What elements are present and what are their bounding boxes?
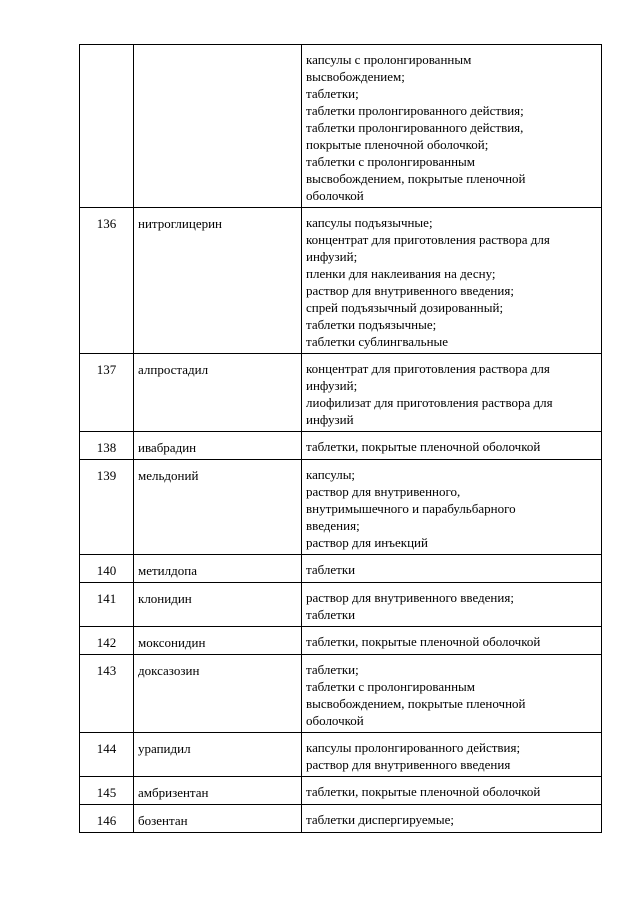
row-number-cell: 138: [80, 432, 134, 460]
dosage-forms-cell: капсулы пролонгированного действия; раствор для внутривенного введения: [302, 733, 602, 777]
dosage-forms-cell: таблетки, покрытые пленочной оболочкой: [302, 627, 602, 655]
row-number-cell: 141: [80, 583, 134, 627]
row-number-cell: 136: [80, 208, 134, 354]
drug-name-cell: амбризентан: [134, 777, 302, 805]
table-row: [80, 208, 602, 354]
row-number-cell: 139: [80, 460, 134, 555]
drug-name-cell: урапидил: [134, 733, 302, 777]
dosage-forms-cell: капсулы; раствор для внутривенного, внутримышечного и парабульбарного введения; раствор для инъекций: [302, 460, 602, 555]
table-row: [80, 354, 602, 432]
dosage-forms-cell: таблетки, покрытые пленочной оболочкой: [302, 777, 602, 805]
row-number-cell: 146: [80, 805, 134, 833]
drug-name-cell: [134, 45, 302, 208]
table-row: [80, 733, 602, 777]
drug-name-cell: метилдопа: [134, 555, 302, 583]
dosage-forms-cell: концентрат для приготовления раствора для инфузий; лиофилизат для приготовления раствора для инфузий: [302, 354, 602, 432]
table-row: [80, 432, 602, 460]
dosage-forms-cell: капсулы подъязычные; концентрат для приготовления раствора для инфузий; пленки для наклеивания на десну; раствор для внутривенного введения; спрей подъязычный дозированный; таблетки подъязычные; таблетки сублингвальные: [302, 208, 602, 354]
row-number-cell: 143: [80, 655, 134, 733]
dosage-forms-cell: таблетки: [302, 555, 602, 583]
row-number-cell: 137: [80, 354, 134, 432]
drug-name-cell: доксазозин: [134, 655, 302, 733]
table-row: [80, 45, 602, 208]
drug-table: [79, 44, 602, 833]
drug-name-cell: алпростадил: [134, 354, 302, 432]
dosage-forms-cell: таблетки диспергируемые;: [302, 805, 602, 833]
dosage-forms-cell: капсулы с пролонгированным высвобождением; таблетки; таблетки пролонгированного действия; таблетки пролонгированного действия, покрытые пленочной оболочкой; таблетки с пролонгированным высвобождением, покрытые пленочной оболочкой: [302, 45, 602, 208]
table-row: [80, 460, 602, 555]
dosage-forms-cell: таблетки, покрытые пленочной оболочкой: [302, 432, 602, 460]
dosage-forms-cell: таблетки; таблетки с пролонгированным высвобождением, покрытые пленочной оболочкой: [302, 655, 602, 733]
drug-name-cell: мельдоний: [134, 460, 302, 555]
dosage-forms-cell: раствор для внутривенного введения; таблетки: [302, 583, 602, 627]
row-number-cell: 144: [80, 733, 134, 777]
table-row: [80, 627, 602, 655]
drug-name-cell: ивабрадин: [134, 432, 302, 460]
table-row: [80, 655, 602, 733]
drug-name-cell: клонидин: [134, 583, 302, 627]
row-number-cell: 145: [80, 777, 134, 805]
drug-name-cell: бозентан: [134, 805, 302, 833]
table-row: [80, 555, 602, 583]
table-body: [80, 45, 602, 833]
table-row: [80, 777, 602, 805]
table-row: [80, 805, 602, 833]
row-number-cell: 140: [80, 555, 134, 583]
drug-name-cell: моксонидин: [134, 627, 302, 655]
row-number-cell: [80, 45, 134, 208]
drug-name-cell: нитроглицерин: [134, 208, 302, 354]
table-row: [80, 583, 602, 627]
row-number-cell: 142: [80, 627, 134, 655]
